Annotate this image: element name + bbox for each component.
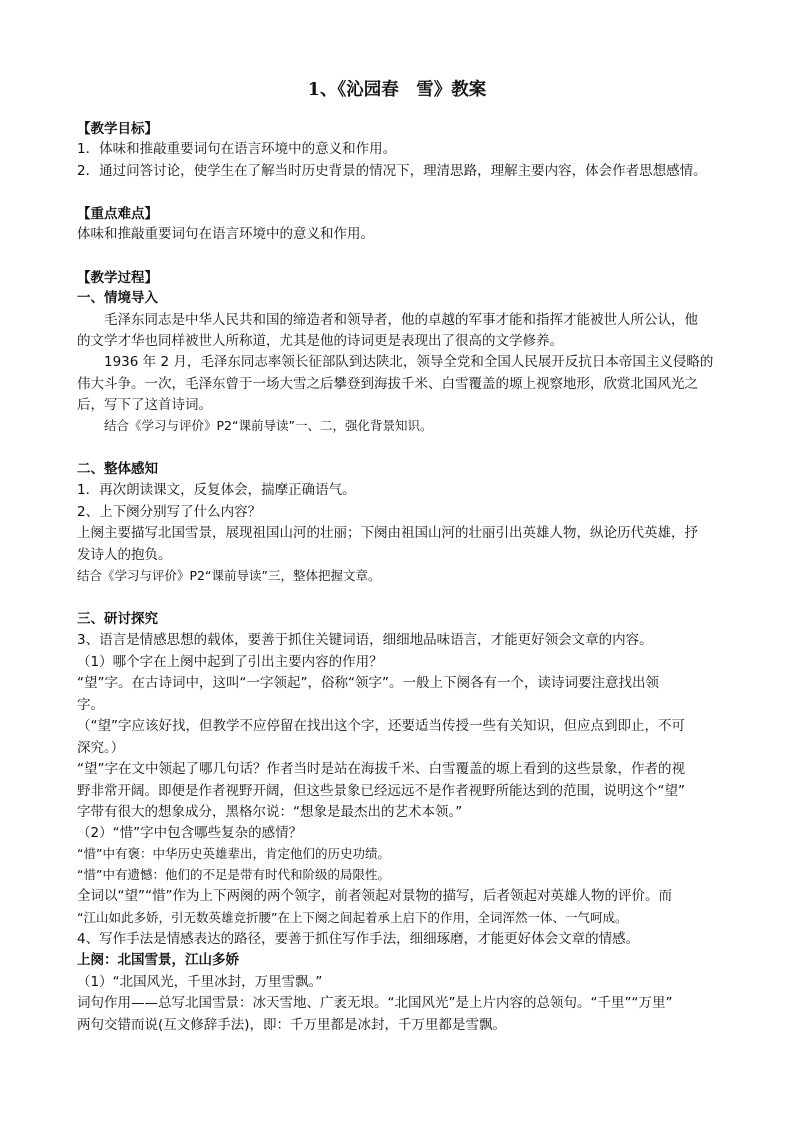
part2-line: 1．再次朗读课文，反复体会，揣摩正确语气。 <box>77 482 356 498</box>
objectives-heading: 【教学目标】 <box>77 121 158 137</box>
process-heading: 【教学过程】 <box>77 270 158 286</box>
objective-item-1: 1．体味和推敲重要词句在语言环境中的意义和作用。 <box>77 141 397 157</box>
part3-line: 全词以“望”“惜”作为上下两阕的两个领字，前者领起对景物的描写，后者领起对英雄人物的评价。而 <box>77 888 672 904</box>
part3-line: “江山如此多娇，引无数英雄竞折腰”在上下阕之间起着承上启下的作用，全词浑然一体、一气呵成。 <box>77 910 628 925</box>
part3-line: “惜”中有褒：中华历史英雄辈出，肯定他们的历史功绩。 <box>77 846 390 861</box>
part1-paragraph-line: 伟大斗争。一次，毛泽东曾于一场大雪之后攀登到海拔千米、白雪覆盖的塬上视察地形，欣赏北国风光之 <box>77 376 698 392</box>
part3-line: 3、语言是情感思想的载体，要善于抓住关键词语，细细地品味语言，才能更好领会文章的内容。 <box>77 632 653 648</box>
part3-line: （2）“惜”字中包含哪些复杂的感情？ <box>77 825 303 841</box>
part2-line: 2、上下阕分别写了什么内容？ <box>77 504 262 520</box>
part3-line: 野非常开阔。即便是作者视野开阔，但这些景象已经远远不是作者视野所能达到的范围，说明这个“望” <box>77 783 685 799</box>
page-title: 1、《沁园春 雪》教案 <box>307 80 487 100</box>
part1-paragraph-line: 的文学才华也同样被世人所称道，尤其是他的诗词更是表现出了很高的文学修养。 <box>77 333 563 349</box>
part3-line: 两句交错而说(互文修辞手法)，即：千万里都是冰封，千万里都是雪飘。 <box>77 1017 507 1033</box>
part2-line: 上阕主要描写北国雪景，展现祖国山河的壮丽；下阕由祖国山河的壮丽引出英雄人物，纵论历代英雄，抒 <box>77 525 698 541</box>
key-points-heading: 【重点难点】 <box>77 206 158 222</box>
part2-heading: 二、整体感知 <box>77 461 158 477</box>
part3-line: 4、写作手法是情感表达的路径，要善于抓住写作手法，细细琢磨，才能更好体会文章的情感。 <box>77 931 640 947</box>
part1-paragraph-line: 毛泽东同志是中华人民共和国的缔造者和领导者，他的卓越的军事才能和指挥才能被世人所公认，他 <box>104 312 698 328</box>
part3-line: （“望”字应该好找，但教学不应停留在找出这个字，还要适当传授一些有关知识，但应点到即止，不可 <box>77 718 685 734</box>
key-points-text: 体味和推敲重要词句在语言环境中的意义和作用。 <box>77 226 374 242</box>
part3-line: 深究。） <box>77 740 125 756</box>
part3-heading: 三、研讨探究 <box>77 611 158 627</box>
part3-subheading: 上阕：北国雪景，江山多娇 <box>77 952 239 968</box>
part2-line: 发诗人的抱负。 <box>77 547 172 563</box>
part2-line: 结合《学习与评价》P2“课前导读”三，整体把握文章。 <box>77 568 381 583</box>
part3-line: 词句作用——总写北国雪景：冰天雪地、广袤无垠。“北国风光”是上片内容的总领句。“千里”“万里” <box>77 995 673 1011</box>
part1-heading: 一、情境导入 <box>77 290 158 306</box>
part1-paragraph-line: 1936 年 2 月，毛泽东同志率领长征部队到达陕北，领导全党和全国人民展开反抗日本帝国主义侵略的 <box>104 354 714 370</box>
part3-line: “望”字。在古诗词中，这叫“一字领起”，俗称“领字”。一般上下阕各有一个，读诗词要注意找出领 <box>77 675 659 691</box>
part1-paragraph-line: 后，写下了这首诗词。 <box>77 397 212 413</box>
part1-paragraph-line: 结合《学习与评价》P2“课前导读”一、二，强化背景知识。 <box>104 418 433 433</box>
part3-line: 字。 <box>77 697 104 713</box>
part3-line: “望”字在文中领起了哪几句话？作者当时是站在海拔千米、白雪覆盖的塬上看到的这些景象，作者的视 <box>77 761 685 777</box>
part3-line: （1）“北国风光，千里冰封，万里雪飘。” <box>77 974 323 990</box>
part3-line: （1）哪个字在上阕中起到了引出主要内容的作用？ <box>77 654 383 670</box>
objective-item-2: 2．通过问答讨论，使学生在了解当时历史背景的情况下，理清思路，理解主要内容，体会作者思想感情。 <box>77 163 707 179</box>
part3-line: “惜”中有遗憾：他们的不足是带有时代和阶级的局限性。 <box>77 867 390 882</box>
part3-line: 字带有很大的想象成分，黑格尔说：“想象是最杰出的艺术本领。” <box>77 804 463 820</box>
